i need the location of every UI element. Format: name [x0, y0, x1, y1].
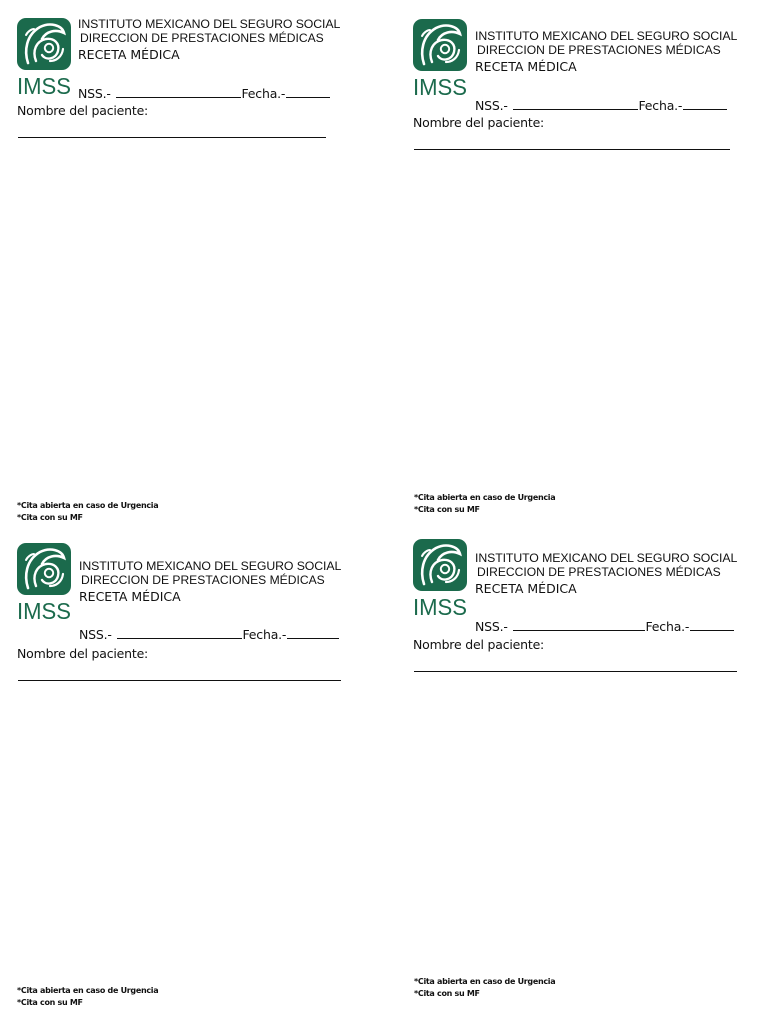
- fecha-label: Fecha.-: [241, 86, 286, 101]
- note-urgencia: *Cita abierta en caso de Urgencia: [17, 501, 159, 510]
- document-title: RECETA MÉDICA: [475, 581, 577, 596]
- nss-fecha-row: [475, 618, 735, 634]
- fecha-label: Fecha.-: [242, 627, 287, 642]
- document-title: RECETA MÉDICA: [79, 589, 181, 604]
- imss-wordmark: IMSS: [413, 594, 467, 618]
- note-urgencia: *Cita abierta en caso de Urgencia: [414, 977, 556, 986]
- document-title: RECETA MÉDICA: [475, 59, 577, 74]
- note-mf: *Cita con su MF: [17, 998, 83, 1007]
- imss-wordmark: IMSS: [17, 598, 71, 622]
- nss-blank: [117, 626, 242, 639]
- imss-eagle-mother-child-icon: [16, 542, 72, 622]
- note-mf: *Cita con su MF: [414, 989, 480, 998]
- fecha-label: Fecha.-: [638, 98, 683, 113]
- institution-name: INSTITUTO MEXICANO DEL SEGURO SOCIAL: [79, 559, 342, 573]
- institution-name: INSTITUTO MEXICANO DEL SEGURO SOCIAL: [78, 17, 341, 31]
- nss-label: NSS.-: [475, 619, 508, 634]
- direction-name: DIRECCION DE PRESTACIONES MÉDICAS: [477, 565, 721, 579]
- fecha-label: Fecha.-: [645, 619, 690, 634]
- patient-name-label: Nombre del paciente:: [17, 646, 149, 661]
- note-urgencia: *Cita abierta en caso de Urgencia: [17, 986, 159, 995]
- patient-name-line: [414, 671, 737, 672]
- nss-blank: [513, 97, 638, 110]
- nss-label: NSS.-: [475, 98, 508, 113]
- direction-name: DIRECCION DE PRESTACIONES MÉDICAS: [80, 31, 324, 45]
- imss-eagle-mother-child-icon: [412, 538, 468, 618]
- patient-name-line: [18, 680, 341, 681]
- nss-fecha-row: [475, 97, 728, 113]
- institution-name: INSTITUTO MEXICANO DEL SEGURO SOCIAL: [475, 551, 738, 565]
- imss-logo: [412, 538, 468, 618]
- nss-label: NSS.-: [79, 627, 112, 642]
- patient-name-label: Nombre del paciente:: [413, 637, 545, 652]
- fecha-blank: [683, 97, 727, 110]
- imss-logo: [412, 18, 468, 98]
- nss-label: NSS.-: [78, 86, 111, 101]
- note-mf: *Cita con su MF: [17, 513, 83, 522]
- nss-fecha-row: [79, 626, 340, 642]
- institution-name: INSTITUTO MEXICANO DEL SEGURO SOCIAL: [475, 29, 738, 43]
- patient-name-label: Nombre del paciente:: [413, 115, 545, 130]
- nss-blank: [513, 618, 645, 631]
- document-title: RECETA MÉDICA: [78, 47, 180, 62]
- direction-name: DIRECCION DE PRESTACIONES MÉDICAS: [81, 573, 325, 587]
- note-urgencia: *Cita abierta en caso de Urgencia: [414, 493, 556, 502]
- imss-eagle-mother-child-icon: [412, 18, 468, 98]
- patient-name-line: [414, 149, 730, 150]
- direction-name: DIRECCION DE PRESTACIONES MÉDICAS: [477, 43, 721, 57]
- fecha-blank: [690, 618, 734, 631]
- note-mf: *Cita con su MF: [414, 505, 480, 514]
- patient-name-label: Nombre del paciente:: [17, 103, 149, 118]
- fecha-blank: [287, 626, 339, 639]
- imss-wordmark: IMSS: [413, 74, 467, 98]
- imss-logo: [16, 542, 72, 622]
- imss-wordmark: IMSS: [17, 73, 71, 97]
